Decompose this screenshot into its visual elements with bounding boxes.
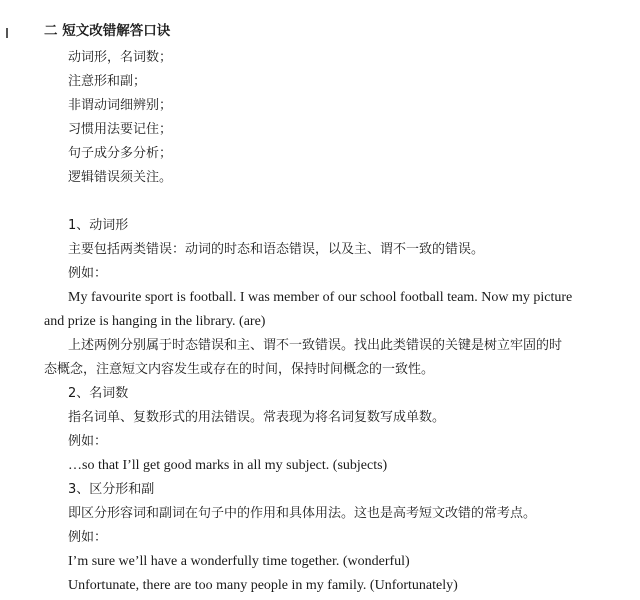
mnemonic-line-3: 非谓动词细辨别； — [68, 98, 173, 113]
adj-adv-description: 即区分形容词和副词在句子中的作用和具体用法。这也是高考短文改错的常考点。 — [68, 506, 537, 521]
verb-example-line-2: and prize is hanging in the library. (are) — [44, 314, 266, 329]
mnemonic-line-5: 句子成分多分析； — [68, 146, 173, 161]
mnemonic-line-6: 逻辑错误须关注。 — [68, 170, 173, 185]
margin-mark — [6, 28, 8, 38]
verb-description: 主要包括两类错误：动词的时态和语态错误，以及主、谓不一致的错误。 — [68, 242, 485, 257]
adj-adv-example-label: 例如： — [68, 530, 108, 545]
adj-adv-example-1: I’m sure we’ll have a wonderfully time together. (wonderful) — [68, 554, 410, 569]
verb-example-line-1: My favourite sport is football. I was member of our school football team. Now my picture — [68, 290, 573, 305]
mnemonic-line-1: 动词形，名词数； — [68, 50, 173, 65]
verb-explanation-line-2: 态概念，注意短文内容发生或存在的时间，保持时间概念的一致性。 — [44, 362, 435, 377]
verb-explanation-line-1: 上述两例分别属于时态错误和主、谓不一致错误。找出此类错误的关键是树立牢固的时 — [68, 338, 563, 353]
noun-example: …so that I’ll get good marks in all my subject. (subjects) — [68, 458, 388, 473]
verb-heading: 1、动词形 — [68, 218, 129, 233]
adj-adv-example-2: Unfortunate, there are too many people in my family. (Unfortunately) — [68, 578, 458, 593]
noun-example-label: 例如： — [68, 434, 108, 449]
section-title: 二 短文改错解答口诀 — [44, 23, 171, 39]
mnemonic-line-4: 习惯用法要记住； — [68, 122, 173, 137]
adj-adv-heading: 3、区分形和副 — [68, 482, 155, 497]
mnemonic-line-2: 注意形和副； — [68, 74, 147, 89]
noun-heading: 2、名词数 — [68, 386, 129, 401]
verb-example-label: 例如： — [68, 266, 108, 281]
noun-description: 指名词单、复数形式的用法错误。常表现为将名词复数写成单数。 — [68, 410, 446, 425]
